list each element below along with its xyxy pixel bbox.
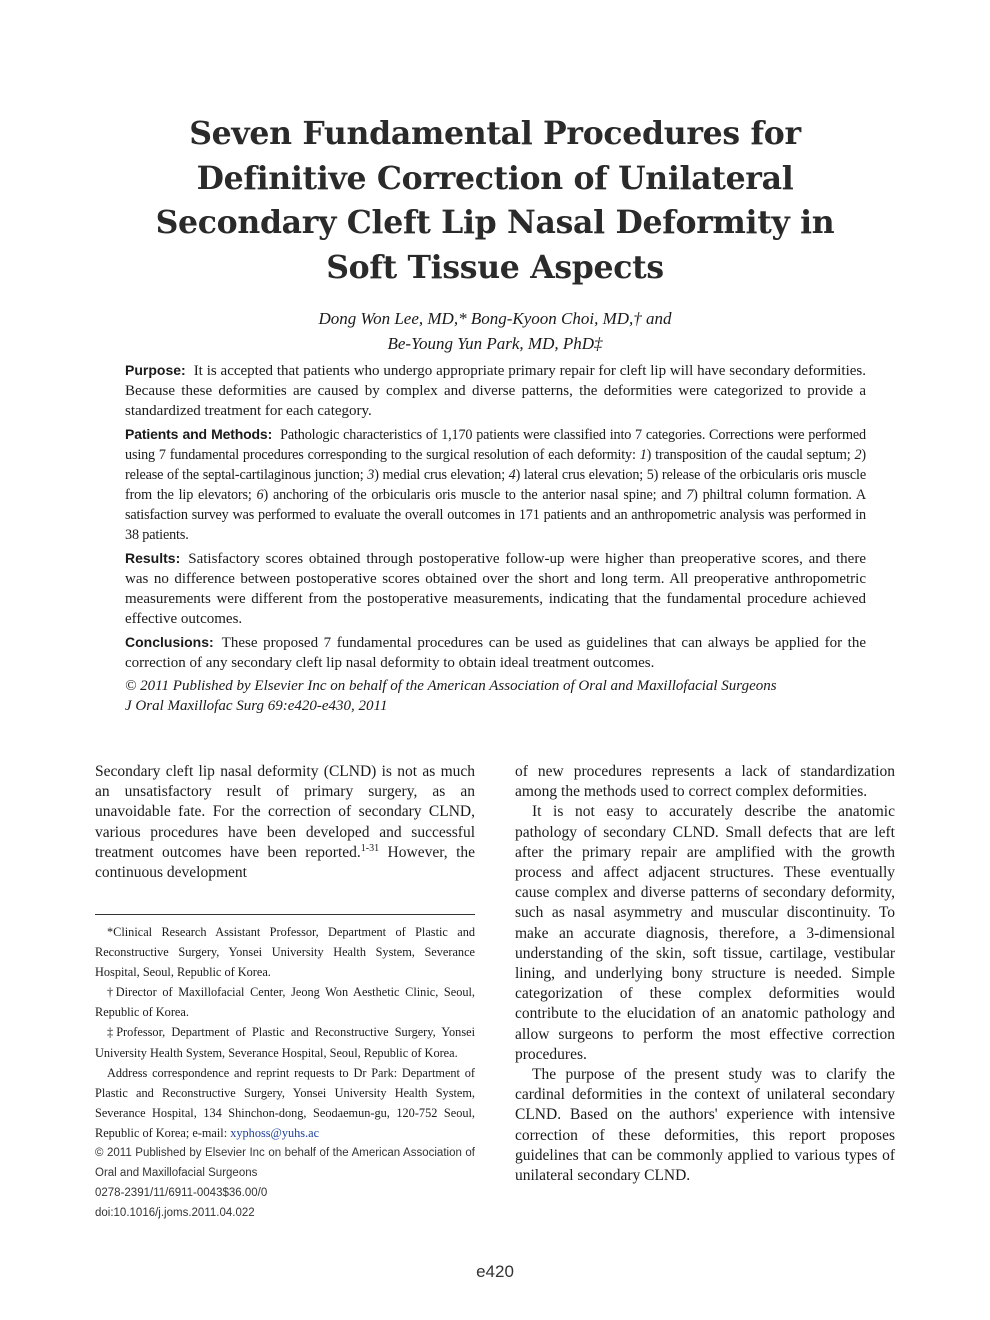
body-text: Secondary cleft lip nasal deformity (CLND) is not as much an unsatisfactory result of primary surgery, as an unavoidable fate. For the correction of secondary CLND, various procedures have been developed and successful treatment outcomes have been reported. (95, 763, 475, 861)
title-line: Secondary Cleft Lip Nasal Deformity in (155, 204, 835, 241)
footnote-correspondence (95, 1063, 475, 1143)
footnote-doi[interactable]: doi:10.1016/j.joms.2011.04.022 (95, 1207, 255, 1220)
footnote: *Clinical Research Assistant Professor, Department of Plastic and Reconstructive Surgery, Yonsei University Health System, Severance Hospital, Seoul, Republic of Korea. (95, 925, 475, 980)
method-number: 7 (686, 487, 694, 503)
method-text: ) anchoring of the orbicularis oris muscle to the anterior nasal spine; and (263, 487, 687, 503)
method-text: ) transposition of the caudal septum; (646, 447, 855, 463)
article-title (95, 112, 895, 290)
footnotes (95, 922, 475, 1223)
purpose-text: It is accepted that patients who undergo appropriate primary repair for cleft lip will have secondary deformities. Because these deformities are caused by complex and diverse patterns, the deformities were categorized to provide a standardized treatment for each category. (125, 363, 866, 419)
method-number: 6 (256, 487, 264, 503)
title-line: Definitive Correction of Unilateral (196, 159, 794, 197)
results-text: Satisfactory scores obtained through postoperative follow-up were higher than preoperative scores, and there was no difference between postoperative scores obtained over the short and long term. All preoperative anthropometric measurements were different from the postoperative measurements, indicating that the fundamental procedure achieved effective outcomes. (125, 551, 866, 627)
author-line: Dong Won Lee, MD,* Bong-Kyoon Choi, MD,† and (318, 309, 672, 328)
conclusions-text: These proposed 7 fundamental procedures can be used as guidelines that can always be applied for the correction of any secondary cleft lip nasal deformity to obtain ideal treatment outcomes. (125, 635, 866, 671)
footnote-divider (95, 914, 475, 915)
method-number: 2 (854, 447, 862, 463)
footnote: †Director of Maxillofacial Center, Jeong Won Aesthetic Clinic, Seoul, Republic of Korea. (95, 985, 475, 1020)
abstract (125, 360, 866, 716)
method-text: ) medial crus elevation; (374, 467, 509, 483)
body-paragraph (95, 762, 475, 883)
abstract-results (125, 548, 866, 629)
page-number: e420 (476, 1262, 514, 1281)
method-number: 4 (508, 467, 516, 483)
method-text: ) release of the septal-cartilaginous junction; (125, 447, 866, 483)
method-text: ) lateral crus elevation; 5) release of the orbicularis oris muscle from the lip elevators; (125, 467, 866, 503)
author-line: Be-Young Yun Park, MD, PhD‡ (387, 334, 603, 353)
body-text: However, the continuous development (95, 843, 476, 882)
body-column-right (515, 762, 895, 1186)
title-line: Soft Tissue Aspects (326, 248, 664, 286)
body-paragraph: of new procedures represents a lack of standardization among the methods used to correct complex deformities. (515, 763, 895, 801)
abstract-conclusions (125, 632, 866, 673)
abstract-copyright: © 2011 Published by Elsevier Inc on behalf of the American Association of Oral and Maxillofacial Surgeons (125, 678, 777, 694)
method-number: 1 (639, 447, 647, 463)
methods-label: Patients and Methods: (125, 426, 273, 442)
email-link[interactable]: xyphoss@yuhs.ac (230, 1125, 320, 1140)
abstract-methods (125, 424, 866, 545)
method-text: ) philtral column formation. A satisfaction survey was performed to evaluate the overall outcomes in 171 patients and an anthropometric analysis was performed in 38 patients. (125, 487, 866, 543)
results-label: Results: (125, 550, 181, 566)
journal-citation: J Oral Maxillofac Surg 69:e420-e430, 2011 (125, 698, 388, 714)
body-paragraph: It is not easy to accurately describe the anatomic pathology of secondary CLND. Small defects that are left after the primary repair are amplified with the growth process and affect adjacent structures. These eventually cause complex and diverse patterns of secondary deformity, such as nasal asymmetry and muscular discontinuity. To make an accurate diagnosis, therefore, a 3-dimensional understanding of the skin, soft tissue, cartilage, vestibular lining, and underlying bony structure is needed. Simple categorization of these complex deformities would contribute to the elucidation of an anatomic pathology and allow surgeons to perform the most effective correction procedures. (515, 803, 895, 1063)
abstract-purpose (125, 360, 866, 421)
method-number: 3 (367, 467, 375, 483)
footnote-copyright: © 2011 Published by Elsevier Inc on behalf of the American Association of Oral and Maxillofacial Surgeons (95, 1147, 475, 1180)
body-column-left (95, 762, 475, 883)
author-list (95, 306, 895, 356)
reference-citation[interactable]: 1-31 (360, 842, 380, 854)
correspondence-text: Address correspondence and reprint requests to Dr Park: Department of Plastic and Reconstructive Surgery, Yonsei University Health System, Severance Hospital, 134 Shinchon-dong, Seodaemun-gu, 120-752 Seoul, Republic of Korea; e-mail: (95, 1065, 475, 1140)
conclusions-label: Conclusions: (125, 634, 214, 650)
methods-intro: Pathologic characteristics of 1,170 patients were classified into 7 categories. Corrections were performed using 7 fundamental procedures corresponding to the surgical resolution of each deformity: (125, 427, 866, 463)
footnote-issn: 0278-2391/11/6911-0043$36.00/0 (95, 1187, 268, 1200)
footnote: ‡Professor, Department of Plastic and Reconstructive Surgery, Yonsei University Health System, Severance Hospital, Seoul, Republic of Korea. (95, 1025, 475, 1060)
purpose-label: Purpose: (125, 362, 186, 378)
body-paragraph: The purpose of the present study was to clarify the cardinal deformities in the context of unilateral secondary CLND. Based on the authors' experience with intensive correction of these deformities, this report proposes guidelines that can be commonly applied to various types of unilateral secondary CLND. (515, 1066, 895, 1185)
title-line: Seven Fundamental Procedures for (189, 115, 801, 152)
